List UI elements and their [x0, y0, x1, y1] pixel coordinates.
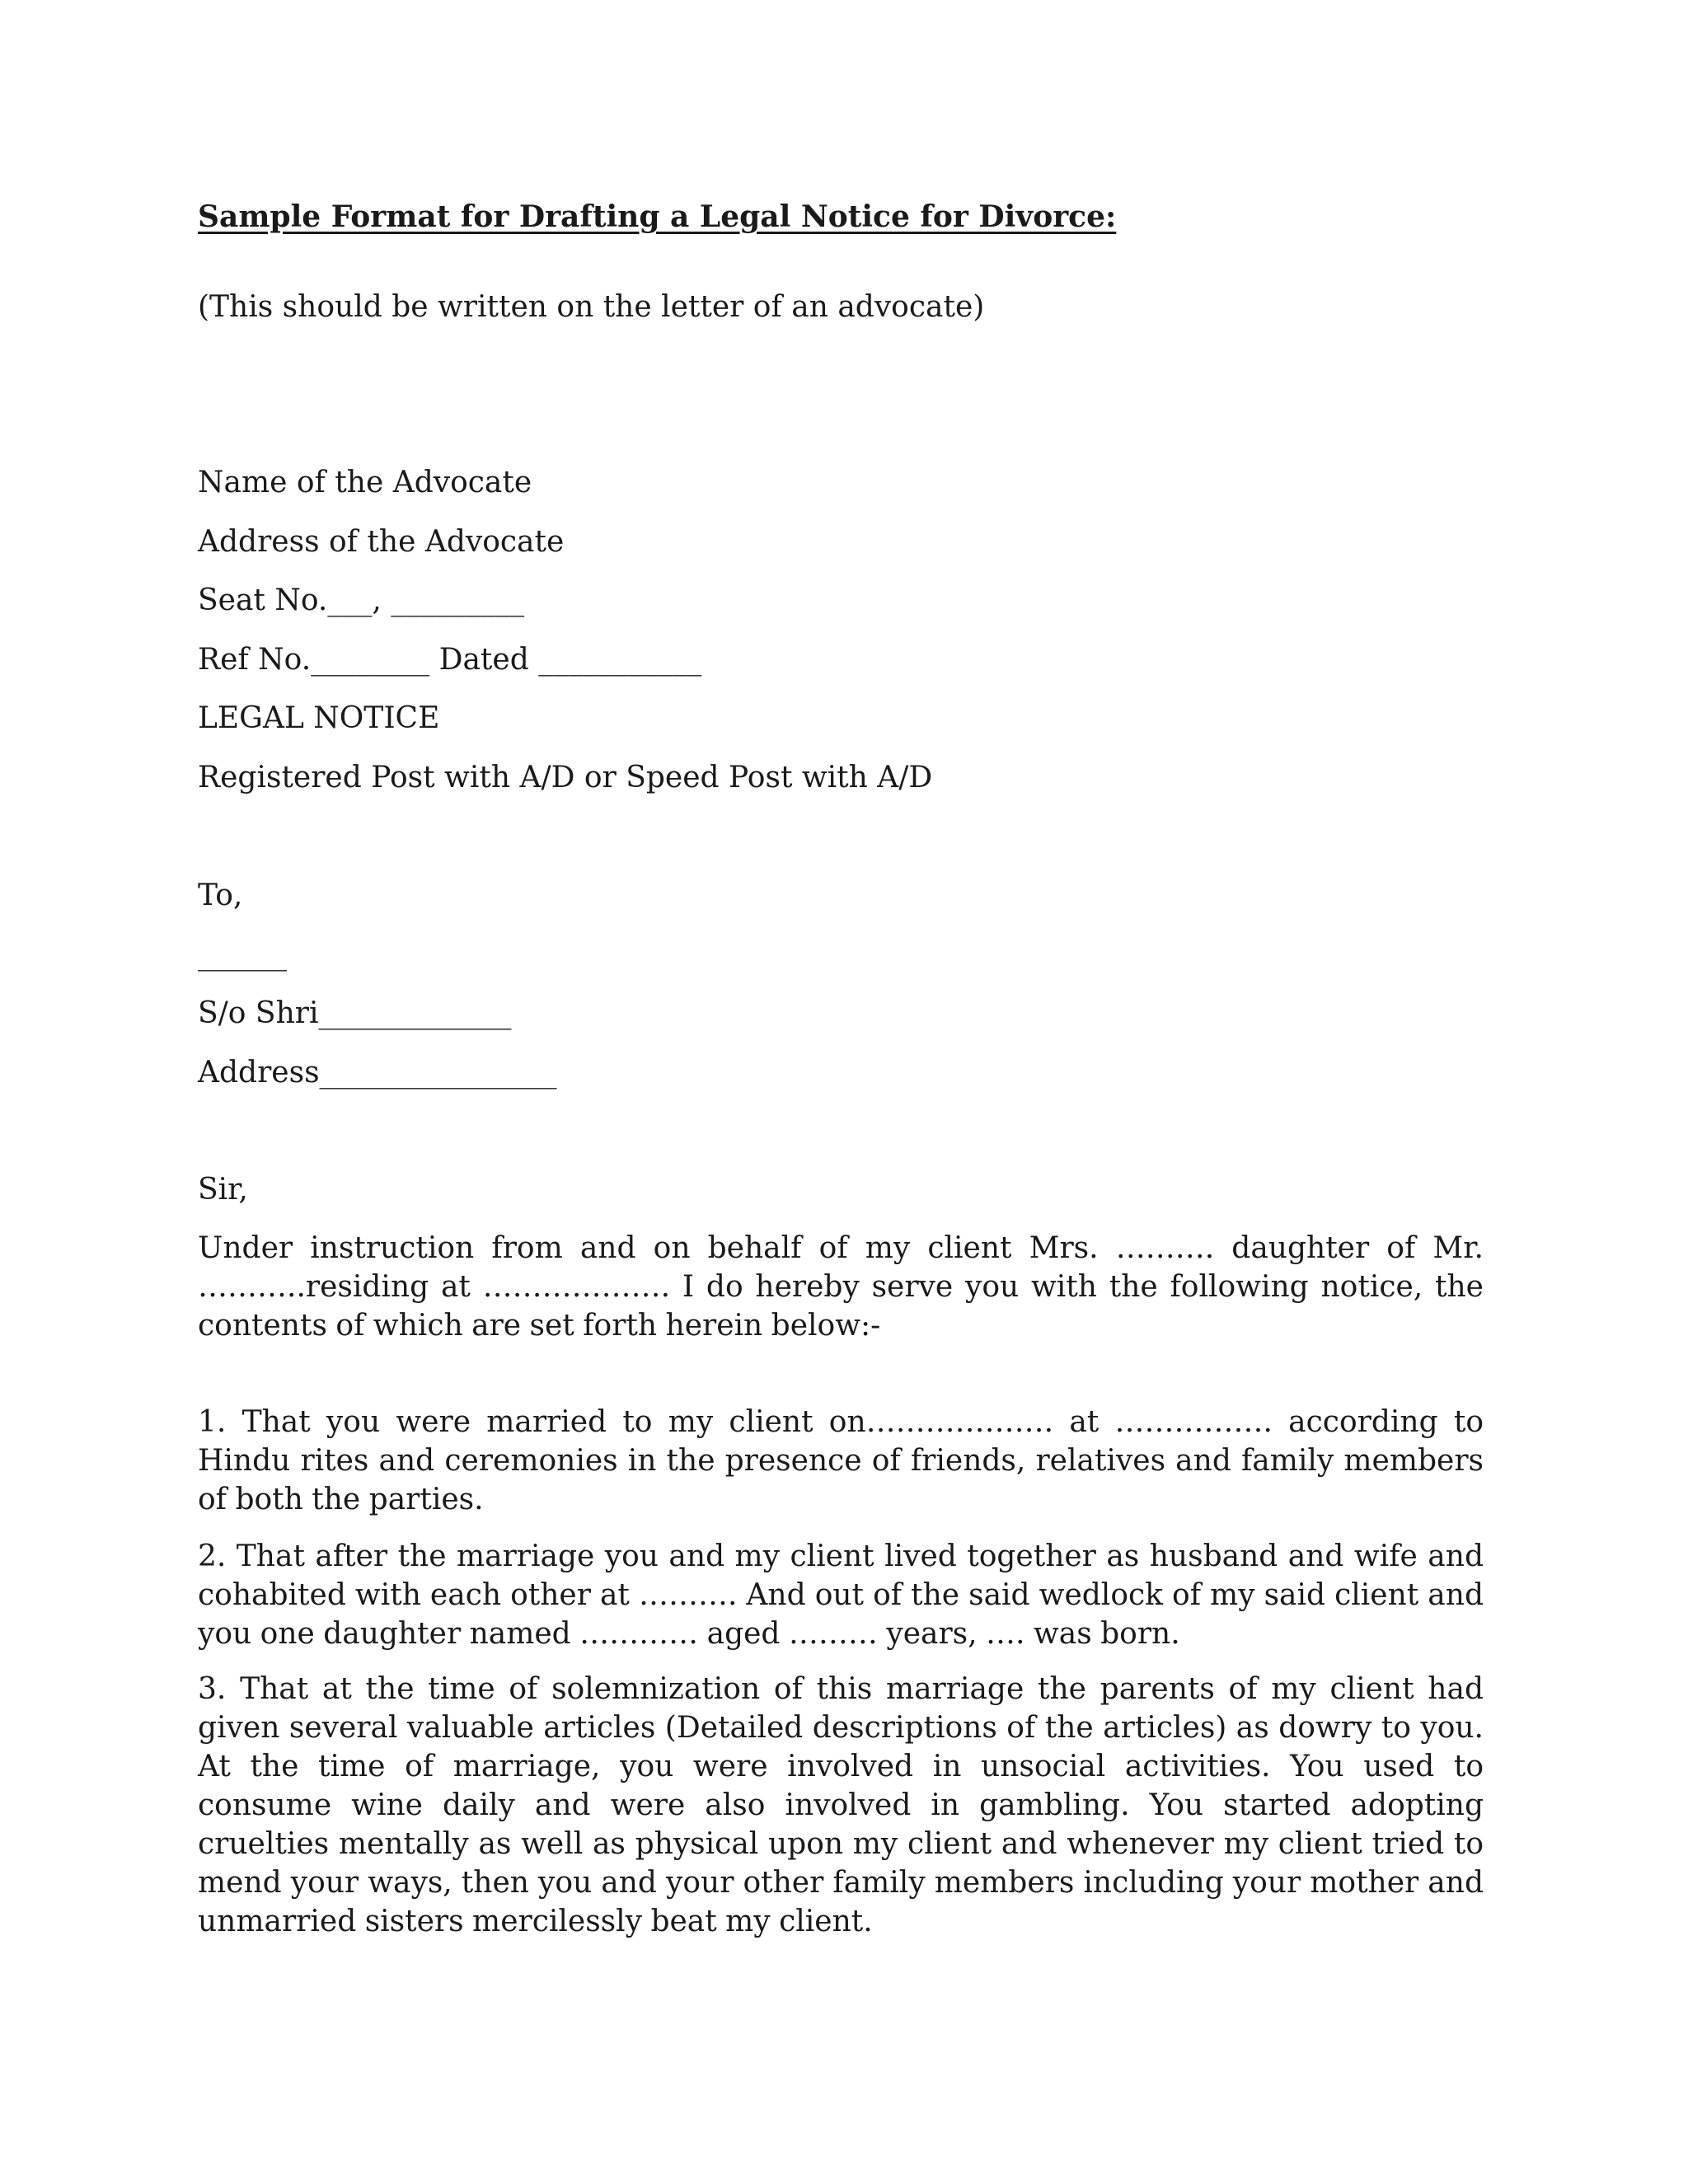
point-2: 2. That after the marriage you and my client lived together as husband and wife and cohabited with each other at ………. And out of the said wedlock of my said client and you one daughter named ………… aged ……… years, …. was born. [198, 1540, 1484, 1651]
recipient-parent: S/o Shri_____________ [198, 996, 512, 1030]
point-1: 1. That you were married to my client on………………. at ……………. according to Hindu rites and ceremonies in the presence of friends, relatives and family members of both the parties. [198, 1405, 1484, 1516]
seat-number: Seat No.___, _________ [198, 583, 525, 617]
point-3: 3. That at the time of solemnization of this marriage the parents of my client had given several valuable articles (Detailed descriptions of the articles) as dowry to you. At the time of marriage, you were involved in unsocial activities. You used to consume wine daily and were also involved in gambling. You started adopting cruelties mentally as well as physical upon my client and whenever my client tried to mend your ways, then you and your other family members including your mother and unmarried sisters mercilessly beat my client. [198, 1672, 1484, 1938]
intro-paragraph: Under instruction from and on behalf of my client Mrs. ………. daughter of Mr. ………..residing at ………………. I do hereby serve you with the following notice, the contents of which are set forth herein below:- [198, 1231, 1484, 1343]
recipient-to: To, [198, 879, 243, 912]
document-subtitle: (This should be written on the letter of an advocate) [198, 290, 985, 324]
advocate-address: Address of the Advocate [198, 525, 565, 559]
recipient-address: Address________________ [198, 1056, 557, 1090]
reference-number: Ref No.________ Dated ___________ [198, 643, 702, 677]
advocate-name: Name of the Advocate [198, 466, 532, 499]
document-page [198, 0, 1484, 2184]
salutation: Sir, [198, 1173, 248, 1207]
document-title: Sample Format for Drafting a Legal Notice for Divorce: [198, 199, 1117, 234]
recipient-name-blank: ______ [198, 938, 287, 972]
delivery-mode: Registered Post with A/D or Speed Post with A/D [198, 761, 933, 794]
notice-heading: LEGAL NOTICE [198, 701, 440, 735]
